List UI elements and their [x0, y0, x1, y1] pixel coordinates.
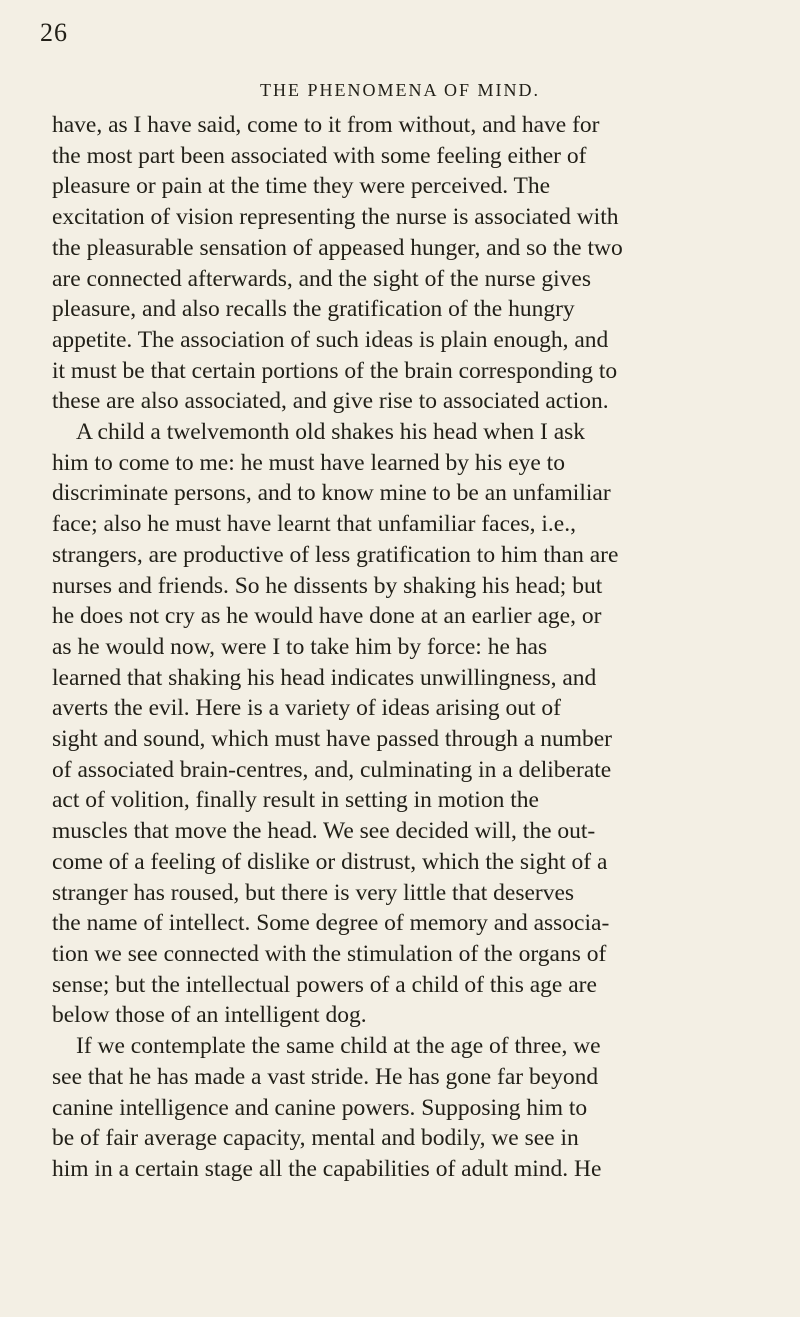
body-text — [52, 110, 764, 1185]
text-line: tion we see connected with the stimulation of the organs of — [52, 940, 607, 967]
text-line: the most part been associated with some feeling either of — [52, 142, 587, 169]
text-line: the pleasurable sensation of appeased hunger, and so the two — [52, 234, 623, 261]
text-line: the name of intellect. Some degree of memory and associa- — [52, 910, 610, 937]
text-line: learned that shaking his head indicates unwillingness, and — [52, 664, 597, 691]
paragraph-2 — [52, 417, 764, 1031]
text-line: canine intelligence and canine powers. Supposing him to — [52, 1094, 588, 1121]
paragraph-3 — [52, 1031, 764, 1185]
text-line: appetite. The association of such ideas is plain enough, and — [52, 326, 609, 353]
paragraph-1 — [52, 110, 764, 417]
running-head: THE PHENOMENA OF MIND. — [259, 80, 540, 100]
text-line: muscles that move the head. We see decided will, the out- — [52, 818, 596, 845]
text-line: pleasure, and also recalls the gratification of the hungry — [52, 296, 575, 323]
text-line: see that he has made a vast stride. He has gone far beyond — [52, 1063, 599, 1090]
text-line: pleasure or pain at the time they were perceived. The — [52, 173, 551, 200]
text-line: him in a certain stage all the capabilities of adult mind. He — [52, 1155, 602, 1182]
text-line: it must be that certain portions of the brain corresponding to — [52, 357, 618, 384]
text-line: act of volition, finally result in setting in motion the — [52, 787, 539, 814]
text-line: these are also associated, and give rise to associated action. — [52, 388, 609, 415]
text-line: are connected afterwards, and the sight of the nurse gives — [52, 265, 591, 292]
text-line: he does not cry as he would have done at an earlier age, or — [52, 603, 602, 630]
page-number: 26 — [40, 18, 68, 47]
text-line: averts the evil. Here is a variety of ideas arising out of — [52, 695, 561, 722]
text-line: have, as I have said, come to it from without, and have for — [52, 112, 600, 138]
text-line: face; also he must have learnt that unfamiliar faces, i.e., — [52, 511, 576, 538]
text-line: nurses and friends. So he dissents by shaking his head; but — [52, 572, 603, 599]
text-line: as he would now, were I to take him by force: he has — [52, 633, 548, 660]
text-line: discriminate persons, and to know mine to be an unfamiliar — [52, 480, 611, 507]
text-line: sight and sound, which must have passed through a number — [52, 726, 612, 753]
text-line: stranger has roused, but there is very little that deserves — [52, 879, 575, 906]
text-line: If we contemplate the same child at the age of three, we — [76, 1033, 601, 1060]
text-line: A child a twelvemonth old shakes his head when I ask — [76, 419, 586, 446]
text-line: be of fair average capacity, mental and bodily, we see in — [52, 1125, 579, 1152]
text-line: below those of an intelligent dog. — [52, 1002, 367, 1029]
text-line: strangers, are productive of less gratification to him than are — [52, 541, 619, 568]
text-line: sense; but the intellectual powers of a child of this age are — [52, 971, 597, 998]
text-line: of associated brain-centres, and, culminating in a deliberate — [52, 756, 612, 783]
text-line: come of a feeling of dislike or distrust, which the sight of a — [52, 848, 608, 875]
text-line: excitation of vision representing the nurse is associated with — [52, 204, 619, 231]
text-line: him to come to me: he must have learned by his eye to — [52, 449, 565, 476]
